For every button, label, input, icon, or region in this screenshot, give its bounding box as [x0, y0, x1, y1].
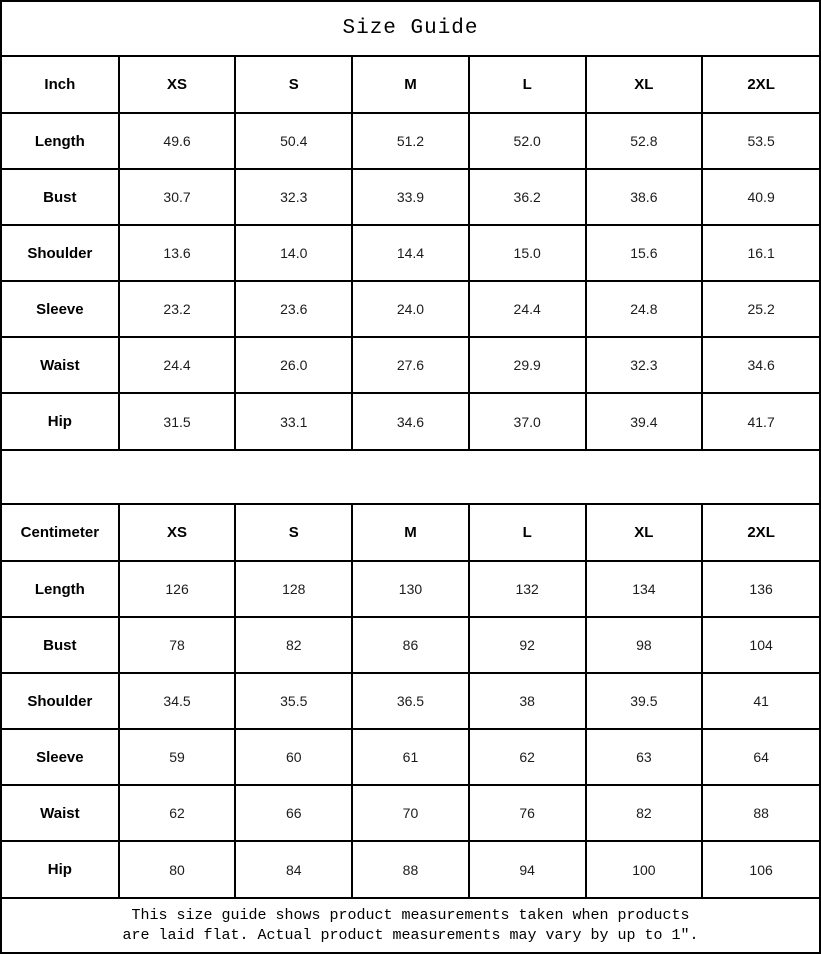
measurement-value-cell: 35.5: [235, 673, 352, 729]
measurement-value-cell: 34.6: [352, 393, 469, 449]
measurement-value-cell: 36.5: [352, 673, 469, 729]
measurement-value-cell: 60: [235, 729, 352, 785]
footer-note-line2: are laid flat. Actual product measurements may vary by up to 1″.: [122, 926, 699, 944]
measurement-value-cell: 52.8: [586, 113, 703, 169]
measurement-value-cell: 34.6: [702, 337, 819, 393]
measurement-value-cell: 37.0: [469, 393, 586, 449]
measurement-value-cell: 24.4: [119, 337, 236, 393]
measurement-label-cell: Length: [2, 113, 119, 169]
measurement-row: [2, 225, 819, 281]
measurement-value-cell: 38: [469, 673, 586, 729]
measurement-value-cell: 34.5: [119, 673, 236, 729]
measurement-value-cell: 53.5: [702, 113, 819, 169]
measurement-value-cell: 84: [235, 841, 352, 897]
measurement-value-cell: 94: [469, 841, 586, 897]
measurement-value-cell: 26.0: [235, 337, 352, 393]
measurement-label-cell: Bust: [2, 617, 119, 673]
centimeter-size-table: [2, 505, 819, 897]
measurement-label-cell: Waist: [2, 785, 119, 841]
size-header-cell: L: [469, 505, 586, 561]
measurement-row: [2, 785, 819, 841]
measurement-value-cell: 40.9: [702, 169, 819, 225]
measurement-value-cell: 49.6: [119, 113, 236, 169]
measurement-value-cell: 70: [352, 785, 469, 841]
measurement-value-cell: 52.0: [469, 113, 586, 169]
measurement-row: [2, 393, 819, 449]
measurement-label-cell: Bust: [2, 169, 119, 225]
measurement-value-cell: 23.6: [235, 281, 352, 337]
measurement-value-cell: 51.2: [352, 113, 469, 169]
measurement-value-cell: 80: [119, 841, 236, 897]
measurement-value-cell: 128: [235, 561, 352, 617]
measurement-value-cell: 78: [119, 617, 236, 673]
measurement-value-cell: 64: [702, 729, 819, 785]
measurement-value-cell: 38.6: [586, 169, 703, 225]
measurement-value-cell: 24.0: [352, 281, 469, 337]
measurement-value-cell: 32.3: [235, 169, 352, 225]
page-title: Size Guide: [2, 2, 819, 57]
size-header-row: [2, 57, 819, 113]
measurement-value-cell: 36.2: [469, 169, 586, 225]
measurement-label-cell: Sleeve: [2, 281, 119, 337]
size-header-cell: M: [352, 57, 469, 113]
size-header-cell: XL: [586, 505, 703, 561]
measurement-value-cell: 126: [119, 561, 236, 617]
measurement-value-cell: 132: [469, 561, 586, 617]
measurement-value-cell: 14.4: [352, 225, 469, 281]
footer-note-line1: This size guide shows product measurements taken when products: [131, 906, 690, 924]
measurement-value-cell: 24.8: [586, 281, 703, 337]
measurement-value-cell: 98: [586, 617, 703, 673]
measurement-value-cell: 50.4: [235, 113, 352, 169]
measurement-value-cell: 66: [235, 785, 352, 841]
measurement-value-cell: 39.5: [586, 673, 703, 729]
size-header-cell: S: [235, 57, 352, 113]
measurement-value-cell: 23.2: [119, 281, 236, 337]
unit-header-cell: Centimeter: [2, 505, 119, 561]
measurement-value-cell: 76: [469, 785, 586, 841]
measurement-value-cell: 104: [702, 617, 819, 673]
measurement-value-cell: 15.6: [586, 225, 703, 281]
measurement-value-cell: 30.7: [119, 169, 236, 225]
size-header-cell: M: [352, 505, 469, 561]
measurement-value-cell: 31.5: [119, 393, 236, 449]
measurement-label-cell: Hip: [2, 841, 119, 897]
measurement-value-cell: 61: [352, 729, 469, 785]
size-header-cell: S: [235, 505, 352, 561]
size-header-cell: XS: [119, 57, 236, 113]
measurement-value-cell: 25.2: [702, 281, 819, 337]
measurement-value-cell: 82: [235, 617, 352, 673]
size-header-cell: 2XL: [702, 57, 819, 113]
size-header-cell: L: [469, 57, 586, 113]
measurement-value-cell: 92: [469, 617, 586, 673]
measurement-value-cell: 33.9: [352, 169, 469, 225]
measurement-value-cell: 29.9: [469, 337, 586, 393]
measurement-value-cell: 136: [702, 561, 819, 617]
measurement-value-cell: 32.3: [586, 337, 703, 393]
measurement-row: [2, 561, 819, 617]
measurement-value-cell: 130: [352, 561, 469, 617]
measurement-label-cell: Shoulder: [2, 225, 119, 281]
measurement-label-cell: Length: [2, 561, 119, 617]
measurement-value-cell: 13.6: [119, 225, 236, 281]
measurement-row: [2, 841, 819, 897]
table-divider-spacer: [2, 449, 819, 505]
measurement-value-cell: 39.4: [586, 393, 703, 449]
measurement-value-cell: 88: [352, 841, 469, 897]
measurement-value-cell: 27.6: [352, 337, 469, 393]
size-header-row: [2, 505, 819, 561]
measurement-label-cell: Waist: [2, 337, 119, 393]
measurement-row: [2, 729, 819, 785]
unit-header-cell: Inch: [2, 57, 119, 113]
size-header-cell: 2XL: [702, 505, 819, 561]
measurement-value-cell: 134: [586, 561, 703, 617]
measurement-row: [2, 281, 819, 337]
measurement-value-cell: 33.1: [235, 393, 352, 449]
measurement-value-cell: 15.0: [469, 225, 586, 281]
size-header-cell: XS: [119, 505, 236, 561]
measurement-row: [2, 337, 819, 393]
inch-size-table: [2, 57, 819, 449]
measurement-label-cell: Hip: [2, 393, 119, 449]
measurement-row: [2, 673, 819, 729]
measurement-value-cell: 59: [119, 729, 236, 785]
measurement-row: [2, 617, 819, 673]
measurement-value-cell: 14.0: [235, 225, 352, 281]
measurement-value-cell: 62: [469, 729, 586, 785]
measurement-value-cell: 24.4: [469, 281, 586, 337]
measurement-value-cell: 62: [119, 785, 236, 841]
measurement-value-cell: 82: [586, 785, 703, 841]
measurement-label-cell: Sleeve: [2, 729, 119, 785]
measurement-value-cell: 41: [702, 673, 819, 729]
measurement-label-cell: Shoulder: [2, 673, 119, 729]
size-header-cell: XL: [586, 57, 703, 113]
measurement-value-cell: 86: [352, 617, 469, 673]
measurement-row: [2, 169, 819, 225]
measurement-value-cell: 63: [586, 729, 703, 785]
measurement-value-cell: 41.7: [702, 393, 819, 449]
measurement-value-cell: 88: [702, 785, 819, 841]
measurement-row: [2, 113, 819, 169]
footer-note: [2, 897, 819, 952]
measurement-value-cell: 106: [702, 841, 819, 897]
measurement-value-cell: 100: [586, 841, 703, 897]
measurement-value-cell: 16.1: [702, 225, 819, 281]
